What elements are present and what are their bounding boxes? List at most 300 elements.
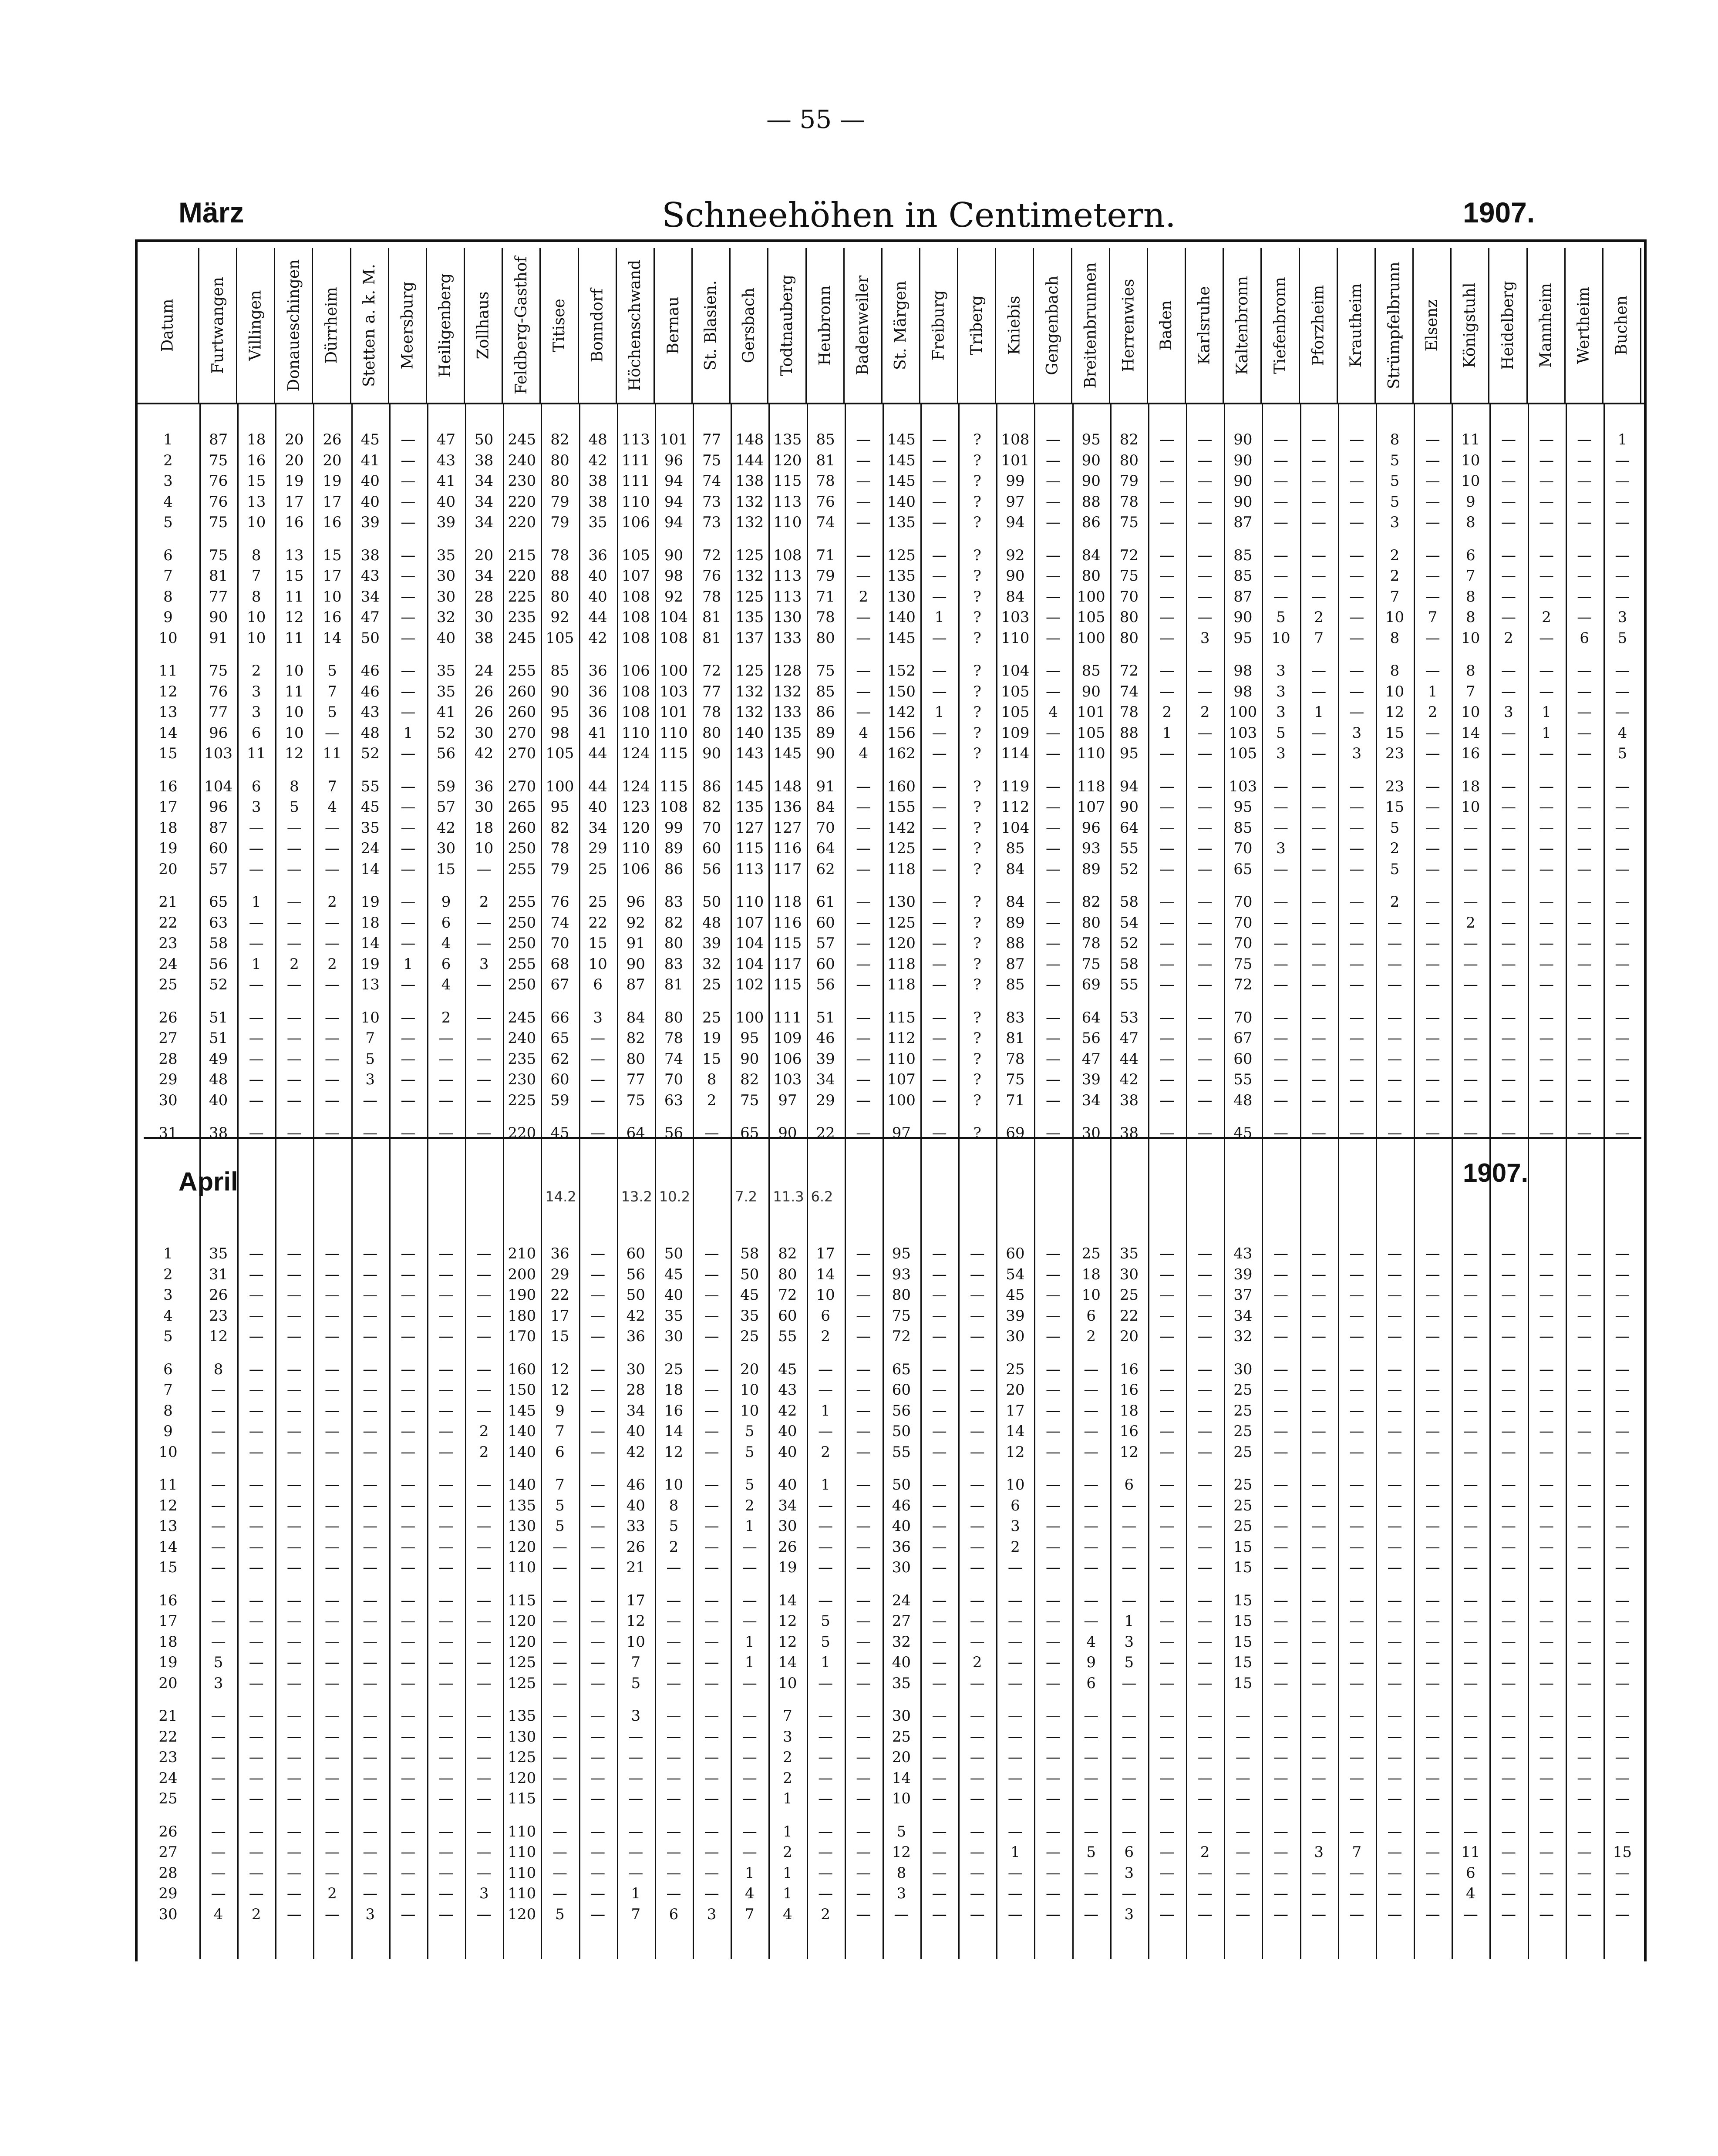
table-cell: — <box>1046 1307 1061 1325</box>
table-cell: — <box>1159 893 1175 911</box>
table-cell: — <box>1349 1654 1364 1671</box>
table-cell: — <box>438 1265 454 1283</box>
table-cell: — <box>1501 724 1516 742</box>
table-cell: 75 <box>209 662 228 679</box>
table-cell: — <box>1577 1497 1592 1514</box>
table-cell: 124 <box>621 745 650 762</box>
table-cell: 85 <box>816 683 835 700</box>
table-cell: 39 <box>702 935 721 952</box>
table-cell: 260 <box>508 703 536 721</box>
column-header-label: Krautheim <box>1347 283 1365 368</box>
table-cell: — <box>856 840 871 857</box>
table-cell: ? <box>973 546 981 564</box>
table-cell: 135 <box>735 798 764 816</box>
date-cell: 11 <box>158 1476 178 1493</box>
table-cell: 42 <box>475 745 494 762</box>
table-cell: 40 <box>588 588 607 605</box>
table-cell: 34 <box>588 819 607 837</box>
table-cell: 10 <box>1081 1286 1101 1304</box>
table-cell: — <box>932 1823 947 1840</box>
table-cell: — <box>666 1674 681 1692</box>
table-cell: 44 <box>588 609 607 626</box>
table-cell: — <box>325 1497 340 1514</box>
table-cell: — <box>438 1124 454 1142</box>
table-cell: 90 <box>778 1124 797 1142</box>
table-cell: — <box>1046 1823 1061 1840</box>
table-cell: 18 <box>1119 1402 1139 1419</box>
table-cell: 2 <box>1390 567 1400 585</box>
table-cell: 79 <box>550 493 569 511</box>
table-cell: 4 <box>744 1885 755 1902</box>
table-cell: 41 <box>436 703 456 721</box>
table-cell: 43 <box>436 451 456 469</box>
table-cell: — <box>1387 1443 1402 1461</box>
table-cell: — <box>401 1864 416 1882</box>
table-cell: — <box>1501 1823 1516 1840</box>
table-cell: 30 <box>436 840 456 857</box>
table-cell: — <box>363 1790 378 1807</box>
table-cell: — <box>1539 1476 1554 1493</box>
column-header-label: Höchenschwand <box>626 259 644 391</box>
table-cell: 21 <box>626 1559 645 1576</box>
table-cell: — <box>438 1823 454 1840</box>
table-cell: 19 <box>778 1559 797 1576</box>
table-cell: — <box>856 1423 871 1440</box>
table-cell: — <box>1539 546 1554 564</box>
table-cell: 10 <box>740 1402 759 1419</box>
table-cell: 14 <box>778 1591 797 1609</box>
table-cell: — <box>1349 1612 1364 1630</box>
column-header-label: Stetten a. k. M. <box>360 264 379 387</box>
table-cell: — <box>249 1286 264 1304</box>
table-cell: — <box>1501 1769 1516 1787</box>
table-cell: — <box>590 1381 606 1399</box>
table-cell: 80 <box>626 1050 645 1068</box>
table-cell: 101 <box>660 431 688 448</box>
table-cell: — <box>325 1029 340 1047</box>
table-cell: — <box>363 1265 378 1283</box>
table-cell: — <box>1046 1029 1061 1047</box>
table-cell: — <box>1046 798 1061 816</box>
table-cell: 106 <box>773 1050 802 1068</box>
table-cell: — <box>552 1707 567 1725</box>
table-cell: 42 <box>626 1307 645 1325</box>
table-cell: — <box>211 1885 226 1902</box>
table-cell: 30 <box>664 1328 684 1345</box>
date-cell: 26 <box>158 1009 178 1026</box>
table-cell: — <box>1501 1790 1516 1807</box>
table-cell: — <box>363 1749 378 1766</box>
table-cell: — <box>1615 1265 1630 1283</box>
table-cell: — <box>1501 914 1516 932</box>
table-cell: ? <box>973 955 981 973</box>
table-cell: 8 <box>251 546 261 564</box>
table-cell: — <box>1349 976 1364 993</box>
table-cell: 20 <box>285 451 304 469</box>
table-cell: — <box>286 1423 302 1440</box>
table-cell: — <box>1387 1381 1402 1399</box>
table-cell: 90 <box>1006 567 1025 585</box>
table-cell: 76 <box>550 893 569 911</box>
table-cell: 66 <box>550 1009 569 1026</box>
table-cell: — <box>1387 1091 1402 1109</box>
table-cell: — <box>1159 567 1175 585</box>
table-cell: 34 <box>816 1071 835 1088</box>
table-cell: 16 <box>285 514 304 531</box>
table-cell: — <box>1425 1497 1440 1514</box>
table-cell: 106 <box>621 662 650 679</box>
table-cell: — <box>401 1071 416 1088</box>
table-cell: — <box>1539 683 1554 700</box>
table-cell: 145 <box>508 1402 536 1419</box>
table-cell: — <box>742 1749 757 1766</box>
table-cell: — <box>704 1265 719 1283</box>
table-cell: — <box>856 1517 871 1535</box>
table-cell: 6 <box>441 914 451 932</box>
table-cell: 26 <box>475 683 494 700</box>
table-cell: — <box>1159 451 1175 469</box>
table-cell: — <box>1501 1674 1516 1692</box>
table-cell: 61 <box>816 893 835 911</box>
table-cell: — <box>1615 1360 1630 1378</box>
table-cell: 90 <box>1081 472 1101 490</box>
table-cell: — <box>1425 1517 1440 1535</box>
table-cell: 1 <box>1124 1612 1134 1630</box>
table-cell: — <box>932 588 947 605</box>
table-cell: — <box>1159 1328 1175 1345</box>
table-cell: — <box>438 1654 454 1671</box>
table-cell: 56 <box>816 976 835 993</box>
table-cell: 70 <box>1233 935 1253 952</box>
table-cell: — <box>970 1864 985 1882</box>
table-cell: — <box>1235 1864 1250 1882</box>
table-cell: — <box>249 1443 264 1461</box>
table-cell: 85 <box>1233 546 1253 564</box>
table-cell: — <box>1159 860 1175 878</box>
table-cell: 108 <box>660 798 688 816</box>
table-cell: — <box>1501 1265 1516 1283</box>
table-cell: — <box>1501 777 1516 795</box>
table-cell: 127 <box>735 819 764 837</box>
column-header-row <box>135 248 1644 404</box>
table-cell: — <box>742 1612 757 1630</box>
table-cell: — <box>856 1843 871 1861</box>
table-cell: — <box>1539 1402 1554 1419</box>
table-cell: — <box>249 860 264 878</box>
table-cell: — <box>1349 1476 1364 1493</box>
table-cell: — <box>1197 724 1213 742</box>
table-cell: 125 <box>735 662 764 679</box>
table-cell: 115 <box>508 1790 536 1807</box>
date-cell: 23 <box>158 1749 178 1766</box>
table-cell: 3 <box>631 1707 641 1725</box>
column-header-label: Dürrheim <box>323 287 341 364</box>
table-cell: — <box>1501 1517 1516 1535</box>
date-cell: 25 <box>158 976 178 993</box>
table-cell: 15 <box>1233 1591 1253 1609</box>
table-cell: — <box>401 1591 416 1609</box>
table-cell: — <box>1349 840 1364 857</box>
table-cell: 112 <box>887 1029 916 1047</box>
table-cell: — <box>1311 976 1327 993</box>
table-cell: — <box>401 683 416 700</box>
table-cell: 18 <box>360 914 380 932</box>
table-cell: 75 <box>702 451 721 469</box>
table-cell: — <box>401 1497 416 1514</box>
table-cell: 160 <box>887 777 916 795</box>
table-cell: 40 <box>436 493 456 511</box>
table-cell: — <box>1539 819 1554 837</box>
table-cell: — <box>704 1769 719 1787</box>
table-cell: 115 <box>887 1009 916 1026</box>
date-cell: 8 <box>163 588 173 605</box>
table-cell: — <box>286 1381 302 1399</box>
table-cell: — <box>1273 1823 1288 1840</box>
table-cell: 10 <box>1385 683 1405 700</box>
table-cell: — <box>1084 1360 1099 1378</box>
table-cell: — <box>211 1707 226 1725</box>
table-cell: — <box>1273 493 1288 511</box>
table-cell: — <box>1311 1423 1327 1440</box>
table-cell: — <box>1159 1843 1175 1861</box>
table-cell: — <box>1501 472 1516 490</box>
table-cell: — <box>1577 1864 1592 1882</box>
table-cell: — <box>1273 1517 1288 1535</box>
table-cell: — <box>932 1905 947 1923</box>
table-cell: — <box>1615 1591 1630 1609</box>
table-cell: — <box>932 1707 947 1725</box>
table-cell: — <box>932 683 947 700</box>
table-cell: — <box>438 1591 454 1609</box>
table-cell: ? <box>973 1050 981 1068</box>
table-cell: — <box>1539 1749 1554 1766</box>
table-cell: — <box>286 893 302 911</box>
table-cell: — <box>211 1790 226 1807</box>
table-cell: 71 <box>816 588 835 605</box>
table-cell: 39 <box>360 514 380 531</box>
table-cell: — <box>1349 860 1364 878</box>
table-cell: — <box>1273 1050 1288 1068</box>
table-cell: — <box>1387 1538 1402 1556</box>
table-cell: — <box>401 514 416 531</box>
table-cell: 103 <box>1229 777 1257 795</box>
table-cell: 78 <box>816 609 835 626</box>
table-cell: — <box>1349 955 1364 973</box>
table-cell: — <box>1311 893 1327 911</box>
table-cell: — <box>1425 1707 1440 1725</box>
table-cell: — <box>286 1538 302 1556</box>
table-cell: — <box>1425 567 1440 585</box>
table-cell: 14 <box>360 860 380 878</box>
table-cell: — <box>1577 1823 1592 1840</box>
table-cell: — <box>1235 1749 1250 1766</box>
table-cell: 39 <box>1006 1307 1025 1325</box>
table-cell: — <box>1501 1286 1516 1304</box>
table-cell: 107 <box>1077 798 1105 816</box>
table-cell: 2 <box>1162 703 1172 721</box>
april-year-label: 1907. <box>1463 1158 1529 1187</box>
column-header <box>237 248 275 403</box>
table-cell: 15 <box>1233 1612 1253 1630</box>
table-cell: 265 <box>508 798 536 816</box>
table-cell: — <box>932 1769 947 1787</box>
table-cell: 31 <box>209 1265 228 1283</box>
table-cell: 41 <box>360 451 380 469</box>
date-cell: 16 <box>158 1591 178 1609</box>
table-cell: 130 <box>773 609 802 626</box>
table-cell: — <box>590 1476 606 1493</box>
table-cell: — <box>1577 431 1592 448</box>
table-cell: 132 <box>735 493 764 511</box>
table-cell: — <box>932 1538 947 1556</box>
table-cell: — <box>1501 1885 1516 1902</box>
table-cell: — <box>1425 1328 1440 1345</box>
table-cell: — <box>476 1307 492 1325</box>
table-cell: — <box>1273 514 1288 531</box>
table-cell: — <box>1577 1769 1592 1787</box>
date-cell: 1 <box>163 1245 173 1262</box>
table-cell: 5 <box>896 1823 906 1840</box>
table-cell: 100 <box>1077 588 1105 605</box>
table-cell: — <box>476 1245 492 1262</box>
column-header <box>1414 248 1452 403</box>
table-cell: 104 <box>660 609 688 626</box>
table-cell: — <box>628 1823 643 1840</box>
table-cell: 2 <box>821 1905 830 1923</box>
table-cell: 118 <box>773 893 802 911</box>
table-cell: — <box>1577 724 1592 742</box>
table-cell: 95 <box>1233 798 1253 816</box>
table-cell: — <box>476 1591 492 1609</box>
table-cell: — <box>476 1029 492 1047</box>
table-cell: ? <box>973 724 981 742</box>
table-cell: 35 <box>436 662 456 679</box>
table-cell: 105 <box>546 629 574 647</box>
table-cell: — <box>211 1843 226 1861</box>
table-cell: 90 <box>1233 472 1253 490</box>
table-cell: 250 <box>508 976 536 993</box>
table-cell: — <box>476 1790 492 1807</box>
table-cell: 10 <box>285 662 304 679</box>
table-cell: — <box>932 431 947 448</box>
table-cell: — <box>856 1360 871 1378</box>
table-cell: 30 <box>892 1559 911 1576</box>
table-cell: — <box>1387 1864 1402 1882</box>
table-cell: — <box>1046 1071 1061 1088</box>
table-cell: — <box>1122 1749 1137 1766</box>
table-cell: 38 <box>475 451 494 469</box>
table-cell: — <box>1539 1633 1554 1651</box>
table-cell: 38 <box>209 1124 228 1142</box>
table-cell: — <box>856 955 871 973</box>
table-cell: — <box>1273 1286 1288 1304</box>
table-cell: — <box>1273 955 1288 973</box>
table-cell: 73 <box>702 493 721 511</box>
date-cell: 13 <box>158 703 178 721</box>
table-cell: 8 <box>290 777 299 795</box>
table-cell: 75 <box>816 662 835 679</box>
table-cell: — <box>1197 1091 1213 1109</box>
table-cell: 10 <box>1461 472 1480 490</box>
table-cell: 220 <box>508 1124 536 1142</box>
table-cell: 5 <box>1390 472 1400 490</box>
table-cell: — <box>1539 1423 1554 1440</box>
table-cell: — <box>932 1443 947 1461</box>
table-cell: 74 <box>816 514 835 531</box>
table-cell: — <box>286 819 302 837</box>
table-cell: ? <box>973 1124 981 1142</box>
table-cell: 125 <box>735 588 764 605</box>
table-cell: — <box>401 1423 416 1440</box>
table-cell: 6 <box>669 1905 679 1923</box>
table-cell: — <box>1463 819 1478 837</box>
table-cell: 105 <box>1001 703 1030 721</box>
column-header-label: Gengenbach <box>1044 276 1062 375</box>
table-cell: 110 <box>887 1050 916 1068</box>
table-cell: — <box>1046 1591 1061 1609</box>
table-cell: — <box>1539 1612 1554 1630</box>
table-cell: — <box>1501 546 1516 564</box>
table-cell: — <box>476 1286 492 1304</box>
table-cell: 75 <box>1006 1071 1025 1088</box>
table-cell: — <box>476 1905 492 1923</box>
date-cell: 18 <box>158 819 178 837</box>
table-cell: — <box>325 1674 340 1692</box>
table-cell: — <box>1349 1674 1364 1692</box>
table-cell: — <box>1539 1328 1554 1345</box>
table-cell: — <box>286 1286 302 1304</box>
table-cell: — <box>249 1591 264 1609</box>
table-cell: — <box>590 1823 606 1840</box>
table-cell: — <box>856 514 871 531</box>
table-cell: — <box>1349 1328 1364 1345</box>
table-cell: 23 <box>209 1307 228 1325</box>
table-cell: — <box>1273 1885 1288 1902</box>
table-cell: — <box>1425 1476 1440 1493</box>
table-cell: — <box>325 1591 340 1609</box>
table-cell: — <box>1501 976 1516 993</box>
table-cell: 118 <box>887 976 916 993</box>
table-cell: — <box>1501 662 1516 679</box>
table-cell: — <box>1197 514 1213 531</box>
table-cell: — <box>818 1823 833 1840</box>
table-cell: 3 <box>783 1728 792 1746</box>
table-cell: — <box>1349 451 1364 469</box>
table-cell: — <box>552 1612 567 1630</box>
table-cell: — <box>401 1654 416 1671</box>
table-cell: 108 <box>621 703 650 721</box>
table-cell: — <box>1387 1612 1402 1630</box>
table-cell: 6 <box>1086 1307 1096 1325</box>
table-cell: — <box>1425 514 1440 531</box>
table-cell: 108 <box>621 609 650 626</box>
table-cell: 94 <box>1006 514 1025 531</box>
table-cell: 2 <box>1542 609 1551 626</box>
table-cell: 25 <box>1233 1423 1253 1440</box>
table-cell: — <box>1273 472 1288 490</box>
column-header-label: Mannheim <box>1537 283 1555 368</box>
table-cell: — <box>1046 514 1061 531</box>
table-cell: — <box>1349 1265 1364 1283</box>
table-cell: 138 <box>735 472 764 490</box>
table-cell: — <box>1159 1423 1175 1440</box>
table-cell: — <box>704 1538 719 1556</box>
table-cell: 250 <box>508 935 536 952</box>
table-cell: 2 <box>1200 1843 1210 1861</box>
table-cell: 4 <box>1048 703 1058 721</box>
table-cell: — <box>1501 1009 1516 1026</box>
table-cell: — <box>1084 1769 1099 1787</box>
